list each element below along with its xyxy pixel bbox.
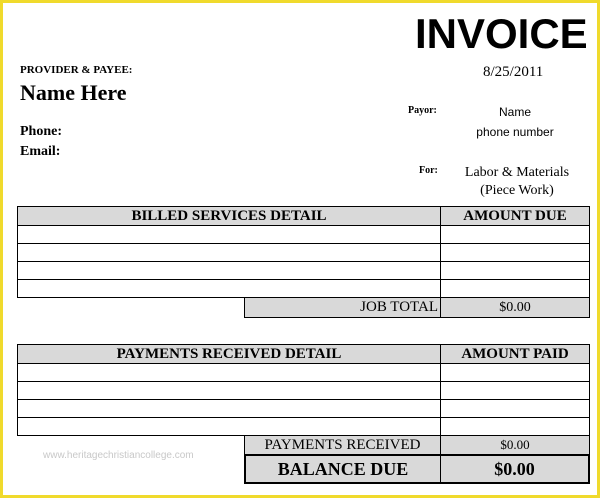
payor-phone[interactable]: phone number (476, 125, 554, 139)
payments-received-label: PAYMENTS RECEIVED (264, 436, 421, 453)
amount-due-header: AMOUNT DUE (441, 207, 589, 225)
provider-label: PROVIDER & PAYEE: (20, 64, 133, 76)
for-description[interactable]: Labor & Materials (464, 165, 570, 180)
payments-received-value: $0.00 (500, 437, 530, 452)
row-divider (18, 225, 589, 226)
phone-label: Phone: (20, 124, 62, 139)
row-divider (18, 243, 589, 244)
row-divider (18, 381, 589, 382)
amount-paid-header: AMOUNT PAID (441, 345, 589, 363)
column-divider (440, 345, 441, 435)
billed-detail-header: BILLED SERVICES DETAIL (18, 207, 440, 225)
payments-detail-header: PAYMENTS RECEIVED DETAIL (18, 345, 440, 363)
payor-name[interactable]: Name (498, 105, 531, 119)
watermark-text: www.heritagechristiancollege.com (43, 450, 194, 461)
column-divider (440, 207, 441, 297)
row-divider (18, 279, 589, 280)
job-total-value: $0.00 (499, 299, 531, 315)
row-divider (18, 363, 589, 364)
row-divider (18, 417, 589, 418)
payor-label: Payor: (408, 105, 437, 116)
row-divider (18, 261, 589, 262)
for-label: For: (419, 165, 438, 176)
for-description-detail[interactable]: (Piece Work) (480, 183, 554, 198)
payments-received-table (17, 344, 590, 436)
balance-due-row (244, 454, 590, 484)
job-total-label: JOB TOTAL (360, 299, 438, 315)
balance-due-label: BALANCE DUE (277, 458, 409, 479)
invoice-date[interactable]: 8/25/2011 (483, 64, 544, 80)
job-total-row (244, 297, 590, 318)
payments-received-row (244, 435, 590, 455)
invoice-title: INVOICE (415, 10, 588, 57)
billed-services-table (17, 206, 590, 298)
provider-name[interactable]: Name Here (20, 80, 127, 105)
balance-due-value: $0.00 (494, 458, 535, 479)
email-label: Email: (20, 144, 61, 159)
row-divider (18, 399, 589, 400)
